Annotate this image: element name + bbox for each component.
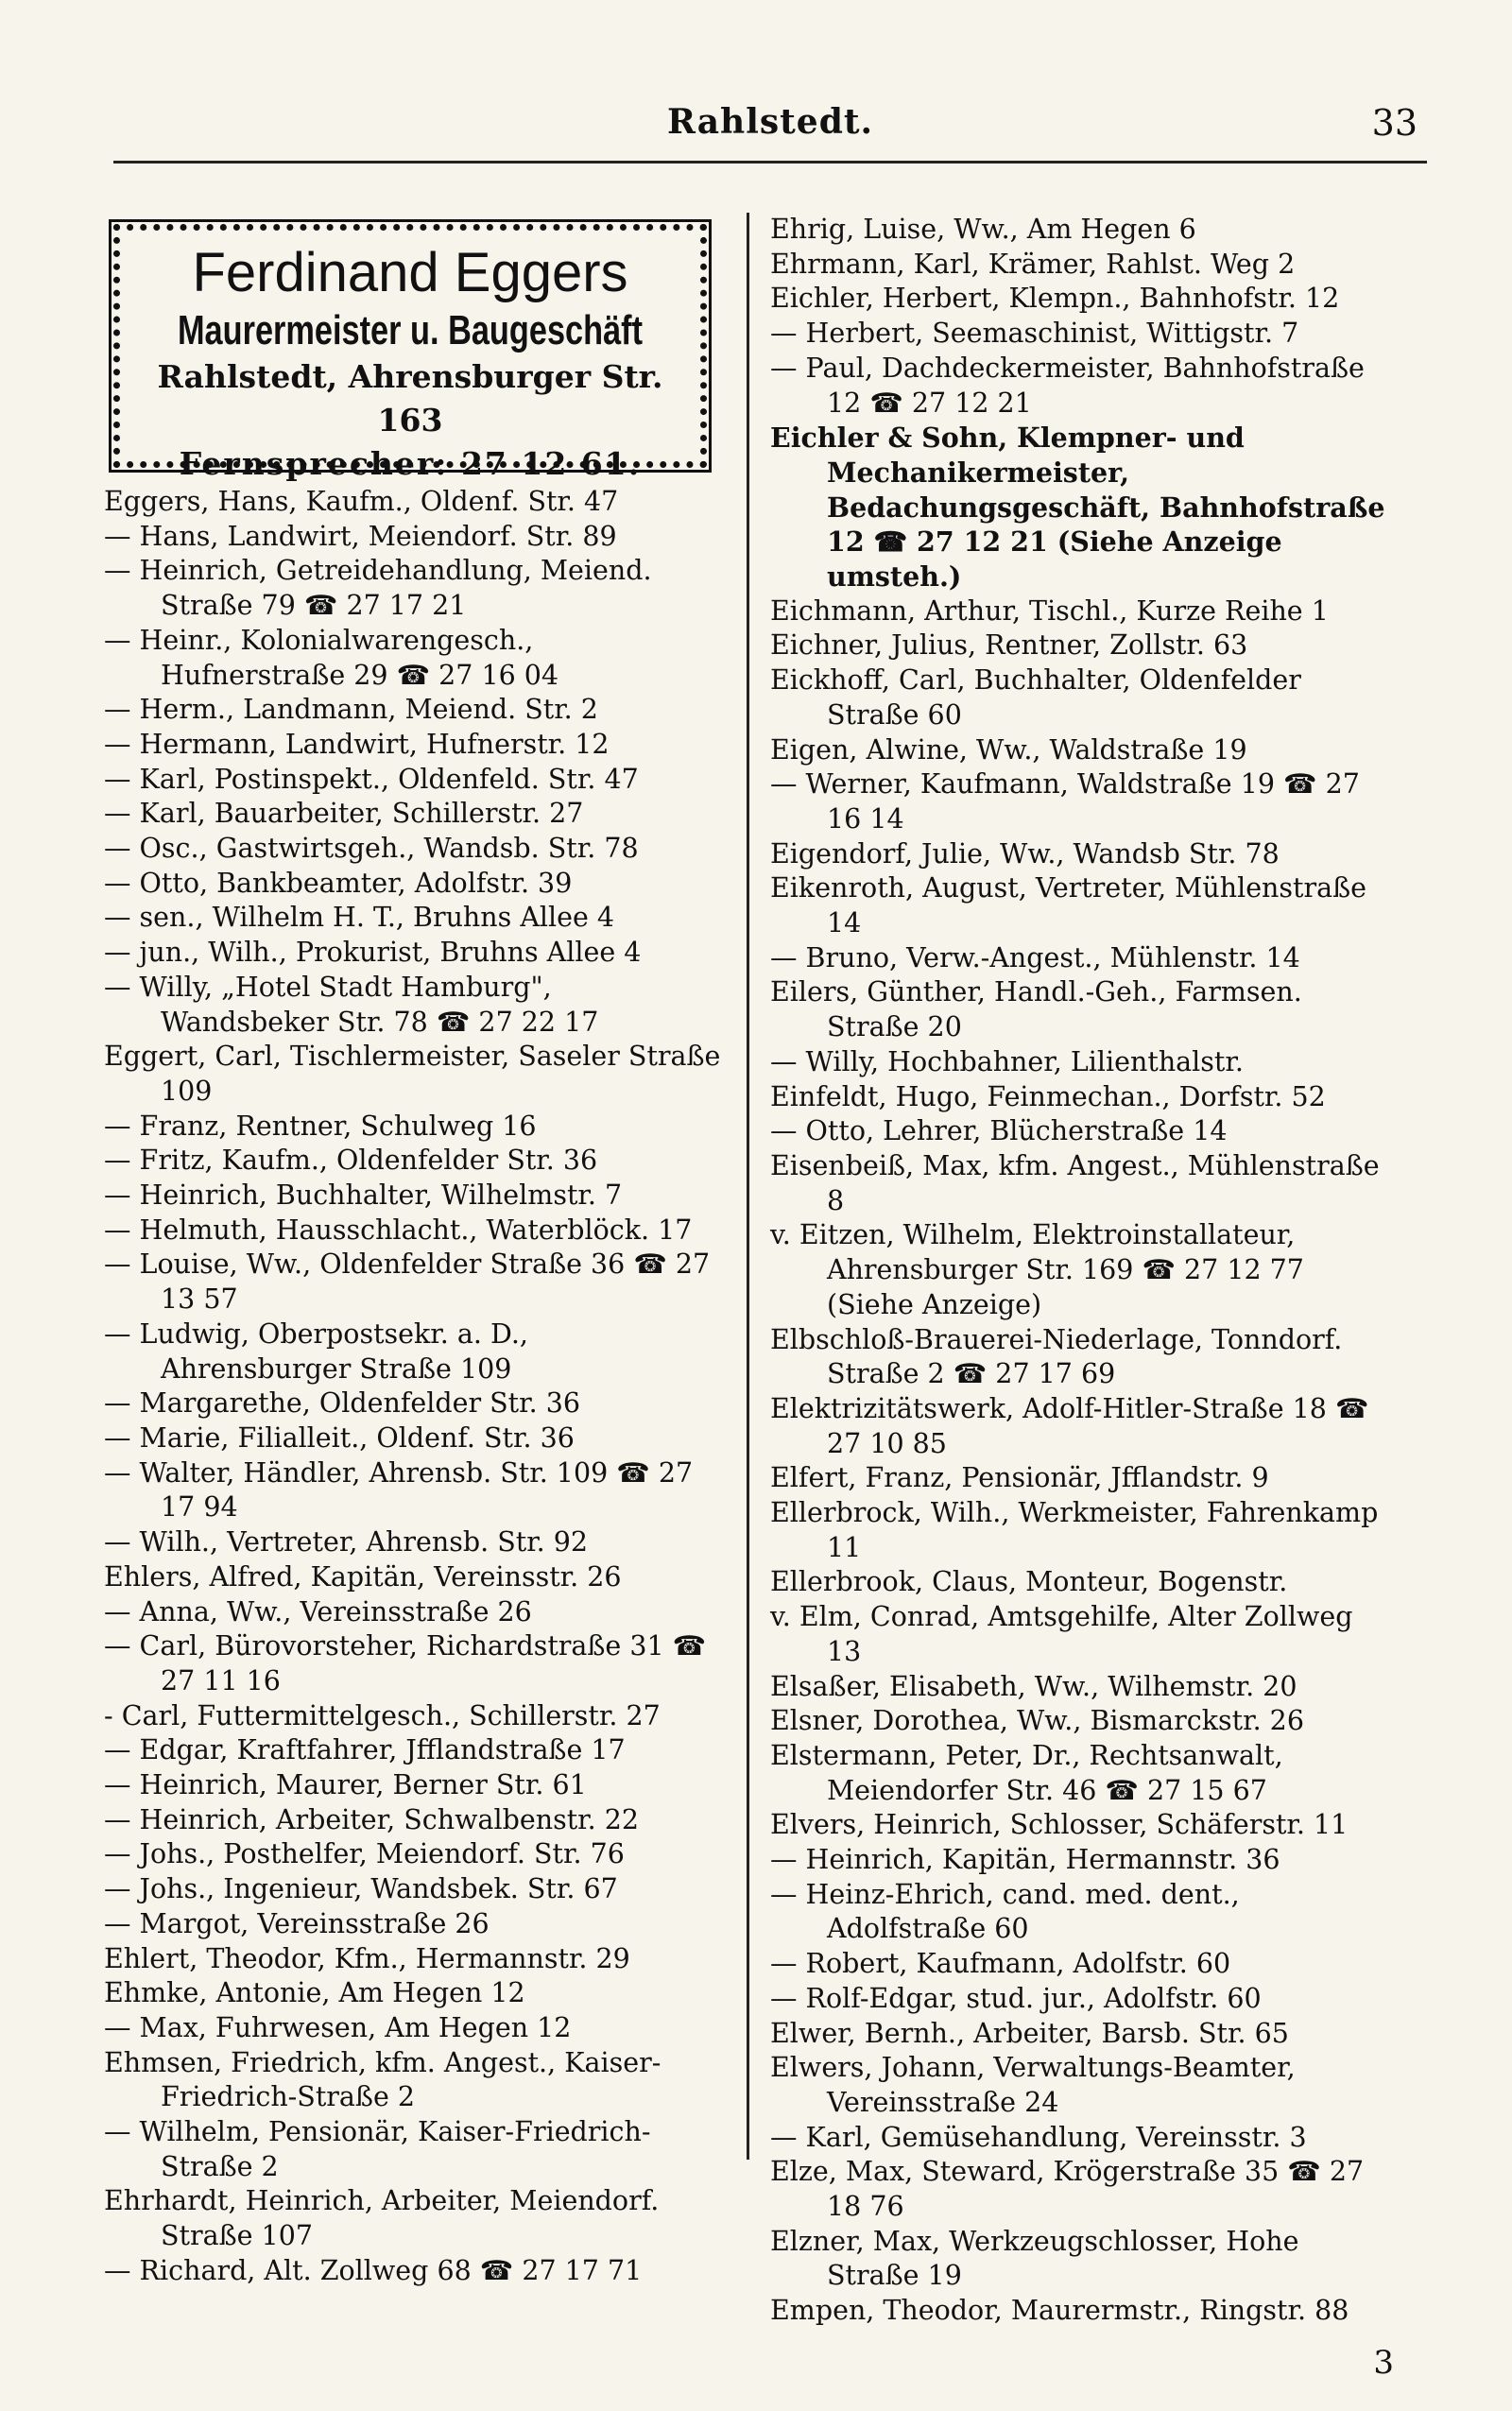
directory-entry: — Walter, Händler, Ahrensb. Str. 109 ☎ 27 17 94	[104, 1456, 694, 1524]
directory-entry: — Margarethe, Oldenfelder Str. 36	[104, 1387, 580, 1420]
directory-entry: — Robert, Kaufmann, Adolfstr. 60	[770, 1948, 1231, 1980]
directory-entry: Eikenroth, August, Vertreter, Mühlenstraße 14	[770, 872, 1367, 939]
directory-entry: — jun., Wilh., Prokurist, Bruhns Allee 4	[104, 937, 642, 969]
directory-entry: v. Elm, Conrad, Amtsgehilfe, Alter Zollweg 13	[770, 1601, 1353, 1667]
directory-entry: Eggers, Hans, Kaufm., Oldenf. Str. 47	[104, 486, 619, 517]
directory-entry: Elwers, Johann, Verwaltungs-Beamter, Vereinsstraße 24	[770, 2052, 1296, 2118]
directory-entry: Ehrig, Luise, Ww., Am Hegen 6	[770, 214, 1196, 245]
directory-entry: — Heinrich, Kapitän, Hermannstr. 36	[770, 1844, 1280, 1876]
directory-entry: — Richard, Alt. Zollweg 68 ☎ 27 17 71	[104, 2254, 643, 2286]
directory-entry: — Edgar, Kraftfahrer, Jfflandstraße 17	[104, 1734, 626, 1766]
directory-entry: Elsner, Dorothea, Ww., Bismarckstr. 26	[770, 1705, 1304, 1737]
directory-entry: Eichmann, Arthur, Tischl., Kurze Reihe 1	[770, 594, 1329, 627]
directory-entry: Empen, Theodor, Maurermstr., Ringstr. 88	[770, 2295, 1349, 2327]
ad-title: Maurermeister u. Baugeschäft	[177, 307, 644, 353]
footer-page-marker: 3	[1373, 2344, 1394, 2382]
directory-entry: — Franz, Rentner, Schulweg 16	[104, 1110, 537, 1142]
right-column	[770, 213, 1389, 2329]
directory-entry: Ehlert, Theodor, Kfm., Hermannstr. 29	[104, 1942, 630, 1974]
left-entry-list	[104, 485, 723, 2289]
directory-entry: — Helmuth, Hausschlacht., Waterblöck. 17	[104, 1214, 693, 1246]
directory-entry: Elwer, Bernh., Arbeiter, Barsb. Str. 65	[770, 2017, 1289, 2049]
advertisement-box	[113, 224, 707, 482]
directory-entry: — Karl, Bauarbeiter, Schillerstr. 27	[104, 798, 584, 830]
right-entry-list	[770, 213, 1389, 2329]
directory-entry: Eickhoff, Carl, Buchhalter, Oldenfelder Straße 60	[770, 664, 1301, 731]
directory-entry: Eichler, Herbert, Klempn., Bahnhofstr. 12	[770, 283, 1340, 315]
directory-entry: — Carl, Bürovorsteher, Richardstraße 31 ☎ 27 11 16	[104, 1630, 707, 1696]
directory-entry: Eisenbeiß, Max, kfm. Angest., Mühlenstraße 8	[770, 1149, 1380, 1216]
directory-entry: — Wilhelm, Pensionär, Kaiser-Friedrich-Straße 2	[104, 2116, 651, 2182]
directory-entry: Elstermann, Peter, Dr., Rechtsanwalt, Meiendorfer Str. 46 ☎ 27 15 67	[770, 1739, 1283, 1806]
directory-entry: Eichler & Sohn, Klempner- und Mechanikermeister, Bedachungsgeschäft, Bahnhofstraße 12 ☎ 27 12 21 (Siehe Anzeige umsteh.)	[770, 422, 1385, 594]
column-divider	[747, 213, 749, 2160]
directory-entry: — Paul, Dachdeckermeister, Bahnhofstraße 12 ☎ 27 12 21	[770, 352, 1365, 419]
directory-entry: — Hermann, Landwirt, Hufnerstr. 12	[104, 728, 610, 760]
directory-entry: — Karl, Postinspekt., Oldenfeld. Str. 47	[104, 763, 639, 795]
ad-name: Ferdinand Eggers	[192, 242, 628, 303]
directory-entry: — Karl, Gemüsehandlung, Vereinsstr. 3	[770, 2121, 1307, 2153]
directory-entry: Ellerbrock, Wilh., Werkmeister, Fahrenkamp 11	[770, 1497, 1379, 1563]
directory-entry: — Herm., Landmann, Meiend. Str. 2	[104, 694, 598, 726]
directory-entry: Elsaßer, Elisabeth, Ww., Wilhemstr. 20	[770, 1670, 1297, 1702]
directory-entry: Elzner, Max, Werkzeugschlosser, Hohe Straße 19	[770, 2225, 1299, 2292]
ad-phone: Fernsprecher: 27 12 61.	[179, 445, 642, 482]
directory-entry: Eigen, Alwine, Ww., Waldstraße 19	[770, 733, 1247, 766]
running-head: Rahlstedt.	[666, 102, 874, 142]
page-header	[113, 95, 1427, 164]
directory-entry: — Otto, Lehrer, Blücherstraße 14	[770, 1115, 1228, 1147]
directory-entry: Eichner, Julius, Rentner, Zollstr. 63	[770, 629, 1248, 662]
directory-entry: — Willy, „Hotel Stadt Hamburg", Wandsbeker Str. 78 ☎ 27 22 17	[104, 971, 599, 1038]
directory-entry: — Ludwig, Oberpostsekr. a. D., Ahrensburger Straße 109	[104, 1317, 528, 1385]
directory-entry: — Heinrich, Arbeiter, Schwalbenstr. 22	[104, 1803, 640, 1835]
directory-entry: — Fritz, Kaufm., Oldenfelder Str. 36	[104, 1145, 598, 1177]
directory-entry: — Rolf-Edgar, stud. jur., Adolfstr. 60	[770, 1982, 1262, 2014]
directory-entry: Eggert, Carl, Tischlermeister, Saseler Straße 109	[104, 1041, 721, 1107]
ad-address: Rahlstedt, Ahrensburger Str. 163	[157, 358, 663, 439]
directory-entry: Ellerbrook, Claus, Monteur, Bogenstr.	[770, 1566, 1288, 1598]
directory-entry: — Heinrich, Getreidehandlung, Meiend. Straße 79 ☎ 27 17 21	[104, 555, 652, 622]
directory-entry: — Bruno, Verw.-Angest., Mühlenstr. 14	[770, 941, 1300, 973]
directory-entry: — Heinr., Kolonialwarengesch., Hufnerstraße 29 ☎ 27 16 04	[104, 624, 559, 691]
directory-entry: Elbschloß-Brauerei-Niederlage, Tonndorf. Straße 2 ☎ 27 17 69	[770, 1323, 1343, 1390]
directory-entry: — Hans, Landwirt, Meiendorf. Str. 89	[104, 520, 617, 552]
directory-entry: Elektrizitätswerk, Adolf-Hitler-Straße 18 ☎ 27 10 85	[770, 1392, 1369, 1459]
directory-entry: Ehrmann, Karl, Krämer, Rahlst. Weg 2	[770, 248, 1296, 280]
page-number: 33	[1371, 102, 1418, 144]
directory-entry: Elvers, Heinrich, Schlosser, Schäferstr. 11	[770, 1809, 1349, 1841]
left-column	[104, 213, 723, 2289]
directory-entry: Eigendorf, Julie, Ww., Wandsb Str. 78	[770, 837, 1280, 870]
directory-entry: — Marie, Filialleit., Oldenf. Str. 36	[104, 1421, 575, 1454]
directory-entry: Ehlers, Alfred, Kapitän, Vereinsstr. 26	[104, 1560, 622, 1593]
directory-entry: — Johs., Posthelfer, Meiendorf. Str. 76	[104, 1838, 625, 1870]
directory-entry: — sen., Wilhelm H. T., Bruhns Allee 4	[104, 902, 615, 934]
directory-entry: — Louise, Ww., Oldenfelder Straße 36 ☎ 27 13 57	[104, 1249, 711, 1316]
directory-entry: Eilers, Günther, Handl.-Geh., Farmsen. Straße 20	[770, 976, 1302, 1043]
directory-entry: Ehrhardt, Heinrich, Arbeiter, Meiendorf. Straße 107	[104, 2185, 660, 2252]
directory-entry: — Heinrich, Buchhalter, Wilhelmstr. 7	[104, 1180, 623, 1212]
directory-entry: Ehmsen, Friedrich, kfm. Angest., Kaiser-Friedrich-Straße 2	[104, 2046, 662, 2113]
directory-entry: Ehmke, Antonie, Am Hegen 12	[104, 1977, 525, 2009]
directory-entry: Elze, Max, Steward, Krögerstraße 35 ☎ 27 18 76	[770, 2156, 1365, 2223]
directory-entry: — Werner, Kaufmann, Waldstraße 19 ☎ 27 16 14	[770, 768, 1360, 835]
directory-entry: — Anna, Ww., Vereinsstraße 26	[104, 1595, 532, 1627]
directory-entry: v. Eitzen, Wilhelm, Elektroinstallateur, Ahrensburger Str. 169 ☎ 27 12 77 (Siehe Anzeige)	[770, 1219, 1304, 1320]
directory-entry: — Willy, Hochbahner, Lilienthalstr.	[770, 1045, 1244, 1077]
directory-entry: — Wilh., Vertreter, Ahrensb. Str. 92	[104, 1526, 589, 1559]
directory-entry: — Max, Fuhrwesen, Am Hegen 12	[104, 2011, 572, 2043]
directory-entry: Elfert, Franz, Pensionär, Jfflandstr. 9	[770, 1462, 1269, 1494]
directory-entry: — Johs., Ingenieur, Wandsbek. Str. 67	[104, 1873, 618, 1905]
directory-entry: — Otto, Bankbeamter, Adolfstr. 39	[104, 867, 573, 899]
directory-entry: — Margot, Vereinsstraße 26	[104, 1907, 490, 1939]
directory-entry: — Herbert, Seemaschinist, Wittigstr. 7	[770, 318, 1299, 350]
directory-entry: - Carl, Futtermittelgesch., Schillerstr. 27	[104, 1699, 661, 1731]
directory-entry: Einfeldt, Hugo, Feinmechan., Dorfstr. 52	[770, 1080, 1326, 1112]
directory-entry: — Heinz-Ehrich, cand. med. dent., Adolfstraße 60	[770, 1878, 1240, 1945]
directory-entry: — Osc., Gastwirtsgeh., Wandsb. Str. 78	[104, 833, 639, 865]
directory-entry: — Heinrich, Maurer, Berner Str. 61	[104, 1769, 587, 1801]
